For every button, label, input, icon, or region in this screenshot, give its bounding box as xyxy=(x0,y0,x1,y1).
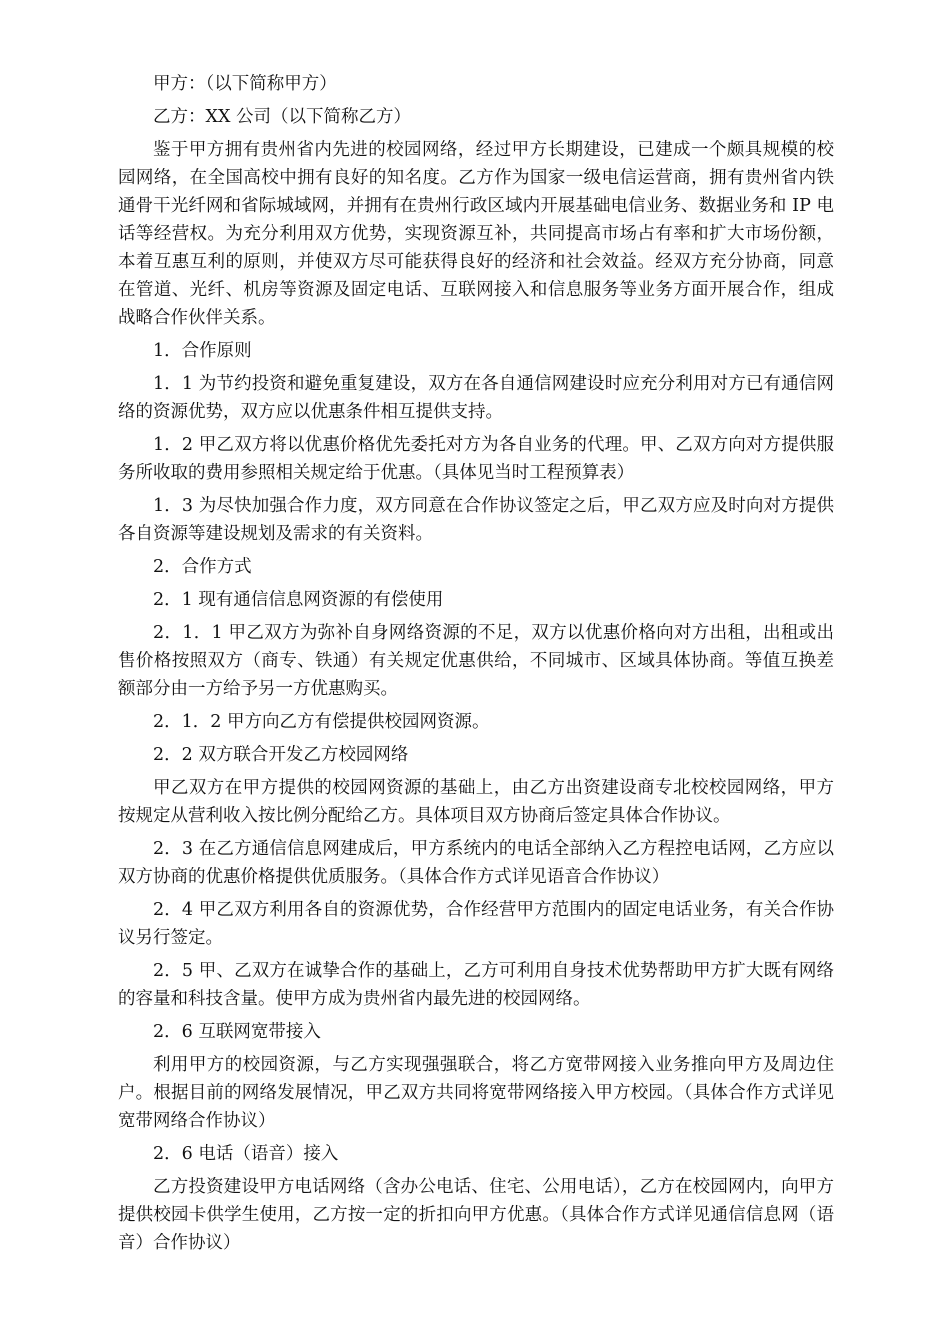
clause-1-2: 1．2 甲乙双方将以优惠价格优先委托对方为各自业务的代理。甲、乙双方向对方提供服务所收取的费用参照相关规定给于优惠。（具体见当时工程预算表） xyxy=(118,435,834,483)
clause-2-1: 2．1 现有通信信息网资源的有偿使用 xyxy=(153,590,444,610)
section-heading-2: 2．合作方式 xyxy=(153,557,252,577)
clause-2-1-1: 2．1．1 甲乙双方为弥补自身网络资源的不足，双方以优惠价格向对方出租，出租或出售价格按照双方（商专、铁通）有关规定优惠供给，不同城市、区域具体协商。等值互换差额部分由一方给予另一方优惠购买。 xyxy=(118,623,834,699)
party-a-line: 甲方：（以下简称甲方） xyxy=(153,74,337,94)
clause-2-3: 2．3 在乙方通信信息网建成后，甲方系统内的电话全部纳入乙方程控电话网，乙方应以双方协商的优惠价格提供优质服务。（具体合作方式详见语音合作协议） xyxy=(118,839,834,887)
clause-1-1: 1．1 为节约投资和避免重复建设，双方在各自通信网建设时应充分利用对方已有通信网络的资源优势，双方应以优惠条件相互提供支持。 xyxy=(118,374,834,422)
party-b-line: 乙方：XX 公司（以下简称乙方） xyxy=(153,107,411,127)
clause-2-6-phone-body: 乙方投资建设甲方电话网络（含办公电话、住宅、公用电话），乙方在校园网内，向甲方提供校园卡供学生使用，乙方按一定的折扣向甲方优惠。（具体合作方式详见通信信息网（语音）合作协议） xyxy=(118,1177,834,1253)
clause-2-1-2: 2．1．2 甲方向乙方有偿提供校园网资源。 xyxy=(153,712,490,732)
clause-2-5: 2．5 甲、乙双方在诚挚合作的基础上，乙方可利用自身技术优势帮助甲方扩大既有网络的容量和科技含量。使甲方成为贵州省内最先进的校园网络。 xyxy=(118,961,834,1009)
clause-1-3: 1．3 为尽快加强合作力度，双方同意在合作协议签定之后，甲乙双方应及时向对方提供各自资源等建设规划及需求的有关资料。 xyxy=(118,496,834,544)
clause-2-6-broadband-body: 利用甲方的校园资源，与乙方实现强强联合，将乙方宽带网接入业务推向甲方及周边住户。根据目前的网络发展情况，甲乙双方共同将宽带网络接入甲方校园。（具体合作方式详见宽带网络合作协议） xyxy=(118,1055,834,1131)
clause-2-4: 2．4 甲乙双方利用各自的资源优势，合作经营甲方范围内的固定电话业务，有关合作协议另行签定。 xyxy=(118,900,834,948)
section-heading-1: 1．合作原则 xyxy=(153,341,252,361)
clause-2-6-phone: 2．6 电话（语音）接入 xyxy=(153,1144,339,1164)
clause-2-6-broadband: 2．6 互联网宽带接入 xyxy=(153,1022,321,1042)
clause-2-2: 2．2 双方联合开发乙方校园网络 xyxy=(153,745,409,765)
preamble-paragraph: 鉴于甲方拥有贵州省内先进的校园网络，经过甲方长期建设，已建成一个颇具规模的校园网络，在全国高校中拥有良好的知名度。乙方作为国家一级电信运营商，拥有贵州省内铁通骨干光纤网和省际城域网，并拥有在贵州行政区域内开展基础电信业务、数据业务和 IP 电话等经营权。为充分利用双方优势，实现资源互补，共同提高市场占有率和扩大市场份额，本着互惠互利的原则，并使双方尽可能获得良好的经济和社会效益。经双方充分协商，同意在管道、光纤、机房等资源及固定电话、互联网接入和信息服务等业务方面开展合作，组成战略合作伙伴关系。 xyxy=(118,140,834,328)
document-body xyxy=(118,70,834,1262)
clause-2-2-body: 甲乙双方在甲方提供的校园网资源的基础上，由乙方出资建设商专北校校园网络，甲方按规定从营利收入按比例分配给乙方。具体项目双方协商后签定具体合作协议。 xyxy=(118,778,834,826)
